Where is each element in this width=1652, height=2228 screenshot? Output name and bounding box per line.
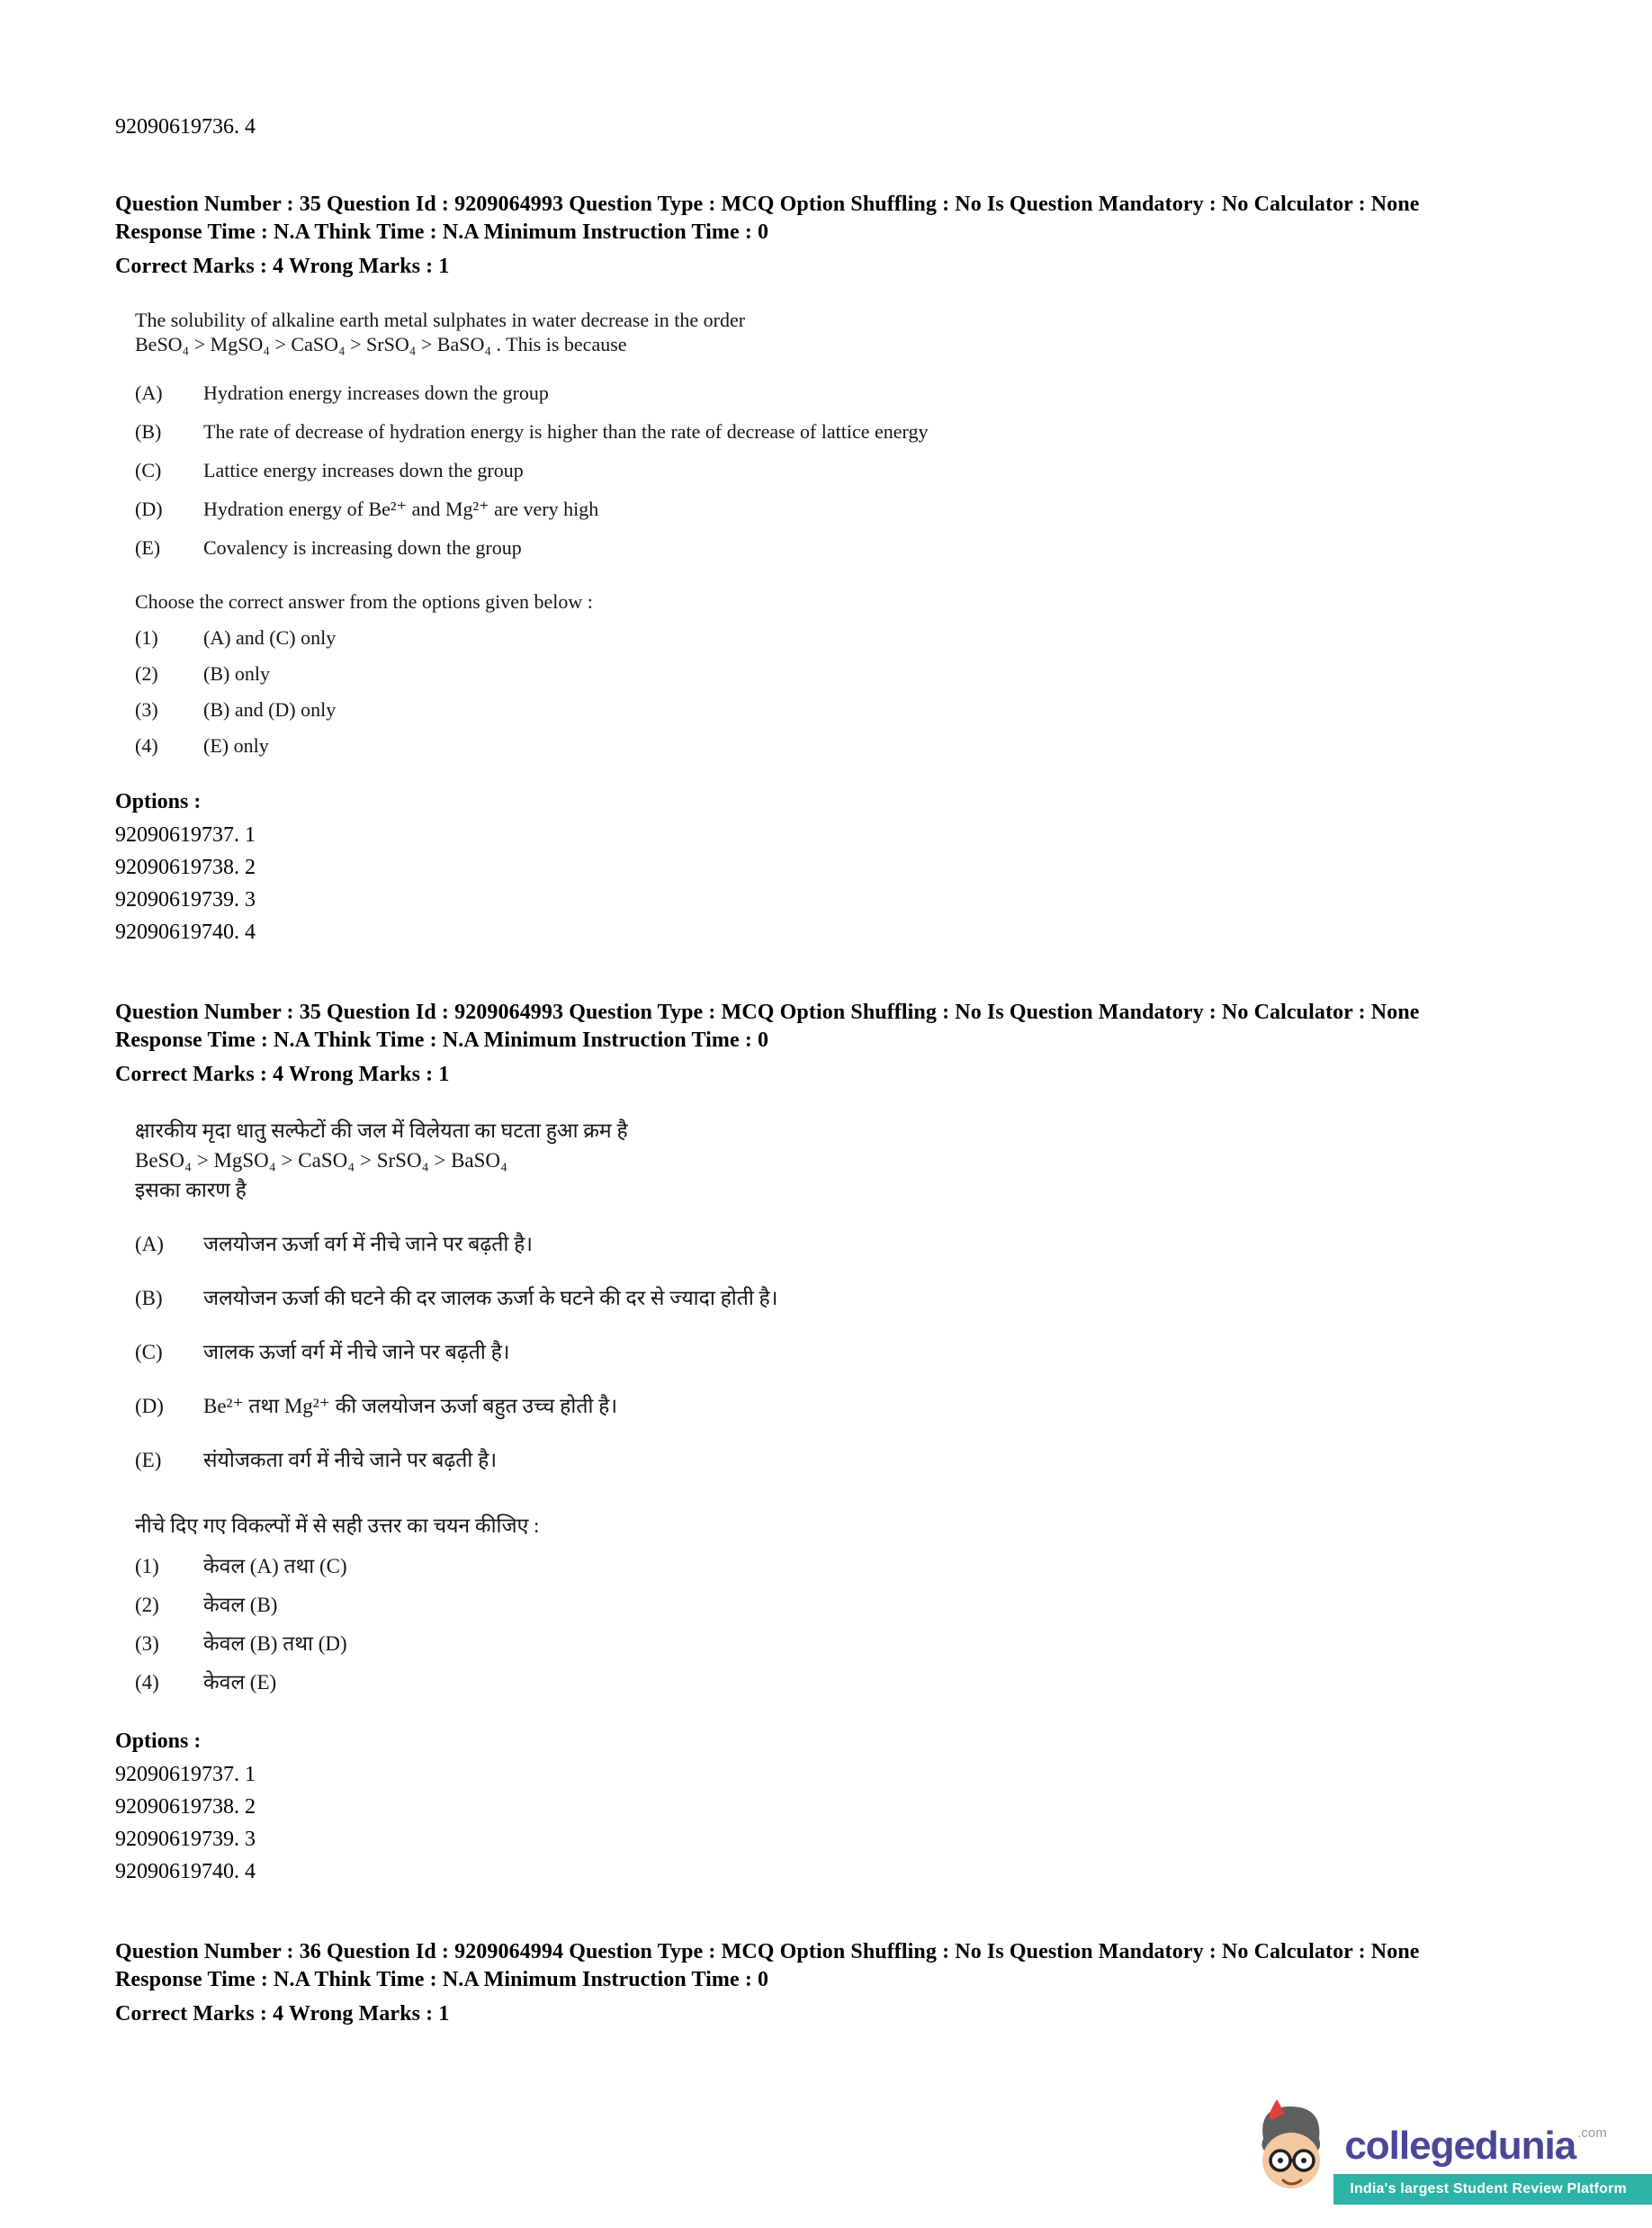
statement-row bbox=[135, 535, 1048, 560]
choice-row bbox=[135, 625, 1048, 650]
statement-list bbox=[135, 381, 1048, 560]
brand-tagline: India's largest Student Review Platform bbox=[1333, 2174, 1652, 2205]
choice-text: (A) and (C) only bbox=[203, 626, 337, 649]
statement-row bbox=[135, 497, 1048, 521]
choice-text: केवल (E) bbox=[203, 1671, 277, 1693]
choice-list bbox=[135, 625, 1048, 758]
choice-label: (3) bbox=[135, 1632, 159, 1655]
intro-formula-line: BeSO₄ > MgSO₄ > CaSO₄ > SrSO₄ > BaSO₄ bbox=[135, 1149, 508, 1172]
question-meta-line2: Response Time : N.A Think Time : N.A Minimum Instruction Time : 0 bbox=[115, 1968, 769, 1991]
question-35-english bbox=[115, 191, 1539, 948]
option-id: 92090619737. 1 bbox=[115, 1763, 256, 1786]
option-id: 92090619738. 2 bbox=[115, 1795, 256, 1819]
choice-row bbox=[135, 733, 1048, 758]
choice-row bbox=[135, 1551, 1048, 1581]
choice-row bbox=[135, 661, 1048, 686]
option-id-list bbox=[115, 1758, 1539, 1888]
option-id: 92090619740. 4 bbox=[115, 1860, 256, 1883]
statement-text: जलयोजन ऊर्जा वर्ग में नीचे जाने पर बढ़ती है। bbox=[203, 1233, 534, 1255]
statement-text: जालक ऊर्जा वर्ग में नीचे जाने पर बढ़ती है। bbox=[203, 1341, 510, 1363]
choose-line: Choose the correct answer from the options given below : bbox=[135, 590, 593, 613]
brand-name-text: collegedunia bbox=[1344, 2124, 1576, 2168]
question-marks-line: Correct Marks : 4 Wrong Marks : 1 bbox=[115, 2002, 450, 2026]
choice-text: केवल (B) तथा (D) bbox=[203, 1632, 347, 1655]
option-id-list bbox=[115, 819, 1539, 948]
statement-row bbox=[135, 458, 1048, 482]
intro-line2: इसका कारण है bbox=[135, 1179, 247, 1201]
option-id: 92090619738. 2 bbox=[115, 856, 256, 879]
collegedunia-mascot bbox=[1243, 2099, 1337, 2206]
statement-row bbox=[135, 381, 1048, 405]
statement-row bbox=[135, 1229, 1048, 1259]
intro-line1: क्षारकीय मृदा धातु सल्फेटों की जल में विलेयता का घटता हुआ क्रम है bbox=[135, 1119, 628, 1142]
choice-text: (B) only bbox=[203, 662, 270, 685]
statement-text: Hydration energy increases down the group bbox=[203, 382, 549, 404]
question-meta-line1: Question Number : 36 Question Id : 9209064994 Question Type : MCQ Option Shuffling : No Is Question Mandatory : No Calculator : None bbox=[115, 1940, 1420, 1963]
statement-label: (B) bbox=[135, 1287, 163, 1309]
question-meta bbox=[115, 191, 1539, 281]
choice-label: (3) bbox=[135, 698, 158, 721]
question-meta-line1: Question Number : 35 Question Id : 9209064993 Question Type : MCQ Option Shuffling : No Is Question Mandatory : No Calculator : None bbox=[115, 193, 1420, 216]
statement-label: (A) bbox=[135, 382, 163, 404]
collegedunia-logo bbox=[1243, 2099, 1652, 2205]
statement-row bbox=[135, 419, 1048, 444]
statement-text: संयोजकता वर्ग में नीचे जाने पर बढ़ती है। bbox=[203, 1449, 498, 1471]
brand-name bbox=[1344, 2126, 1606, 2166]
question-35-hindi bbox=[115, 999, 1539, 1888]
question-intro bbox=[135, 308, 1048, 356]
intro-line1: The solubility of alkaline earth metal sulphates in water decrease in the order bbox=[135, 309, 746, 331]
statement-label: (B) bbox=[135, 420, 162, 443]
choice-text: (B) and (D) only bbox=[203, 698, 337, 721]
statement-text: The rate of decrease of hydration energy is higher than the rate of decrease of lattice energy bbox=[203, 420, 929, 443]
choice-row bbox=[135, 1667, 1048, 1697]
choice-text: (E) only bbox=[203, 734, 269, 757]
choice-label: (2) bbox=[135, 1594, 159, 1616]
statement-text: Covalency is increasing down the group bbox=[203, 536, 522, 559]
statement-list bbox=[135, 1229, 1048, 1475]
question-marks-line: Correct Marks : 4 Wrong Marks : 1 bbox=[115, 1063, 450, 1086]
statement-row bbox=[135, 1337, 1048, 1367]
statement-label: (D) bbox=[135, 1395, 164, 1417]
choice-label: (4) bbox=[135, 1671, 159, 1693]
statement-text: Lattice energy increases down the group bbox=[203, 459, 524, 481]
options-heading: Options : bbox=[115, 1729, 202, 1753]
statement-label: (A) bbox=[135, 1233, 164, 1255]
statement-row bbox=[135, 1283, 1048, 1313]
statement-label: (E) bbox=[135, 1449, 162, 1471]
option-id: 92090619737. 1 bbox=[115, 823, 256, 847]
statement-row bbox=[135, 1445, 1048, 1475]
intro-formula-line: BeSO₄ > MgSO₄ > CaSO₄ > SrSO₄ > BaSO₄ . This is because bbox=[135, 333, 627, 355]
option-id: 92090619739. 3 bbox=[115, 1828, 256, 1851]
statement-label: (E) bbox=[135, 536, 161, 559]
question-meta bbox=[115, 1938, 1539, 2028]
prev-option-id: 92090619736. 4 bbox=[115, 115, 256, 139]
statement-label: (C) bbox=[135, 1341, 163, 1363]
question-meta bbox=[115, 999, 1539, 1089]
question-marks-line: Correct Marks : 4 Wrong Marks : 1 bbox=[115, 255, 450, 278]
choice-label: (1) bbox=[135, 626, 158, 649]
question-36-header bbox=[115, 1938, 1539, 2028]
question-meta-line2: Response Time : N.A Think Time : N.A Minimum Instruction Time : 0 bbox=[115, 1029, 769, 1052]
question-meta-line1: Question Number : 35 Question Id : 9209064993 Question Type : MCQ Option Shuffling : No Is Question Mandatory : No Calculator : None bbox=[115, 1001, 1420, 1024]
option-id: 92090619739. 3 bbox=[115, 888, 256, 912]
choice-row bbox=[135, 697, 1048, 722]
statement-row bbox=[135, 1391, 1048, 1421]
statement-label: (D) bbox=[135, 498, 163, 520]
question-intro bbox=[135, 1116, 1048, 1205]
statement-text: जलयोजन ऊर्जा की घटने की दर जालक ऊर्जा के घटने की दर से ज्यादा होती है। bbox=[203, 1287, 778, 1309]
statement-label: (C) bbox=[135, 459, 162, 481]
choice-label: (4) bbox=[135, 734, 158, 757]
choice-label: (1) bbox=[135, 1555, 159, 1577]
question-body bbox=[135, 308, 1048, 758]
brand-tld: .com bbox=[1577, 2125, 1607, 2141]
statement-text: Hydration energy of Be²⁺ and Mg²⁺ are very high bbox=[203, 498, 599, 520]
choice-text: केवल (A) तथा (C) bbox=[203, 1555, 347, 1577]
statement-text: Be²⁺ तथा Mg²⁺ की जलयोजन ऊर्जा बहुत उच्च होती है। bbox=[203, 1395, 618, 1417]
question-meta-line2: Response Time : N.A Think Time : N.A Minimum Instruction Time : 0 bbox=[115, 220, 769, 244]
options-heading: Options : bbox=[115, 790, 202, 813]
choice-text: केवल (B) bbox=[203, 1594, 278, 1616]
choice-row bbox=[135, 1590, 1048, 1620]
choose-line: नीचे दिए गए विकल्पों में से सही उत्तर का चयन कीजिए : bbox=[135, 1514, 540, 1537]
choice-row bbox=[135, 1629, 1048, 1658]
choice-label: (2) bbox=[135, 662, 158, 685]
choice-list bbox=[135, 1551, 1048, 1697]
question-body bbox=[135, 1116, 1048, 1697]
brand-text-block bbox=[1333, 2126, 1652, 2205]
option-id: 92090619740. 4 bbox=[115, 921, 256, 944]
